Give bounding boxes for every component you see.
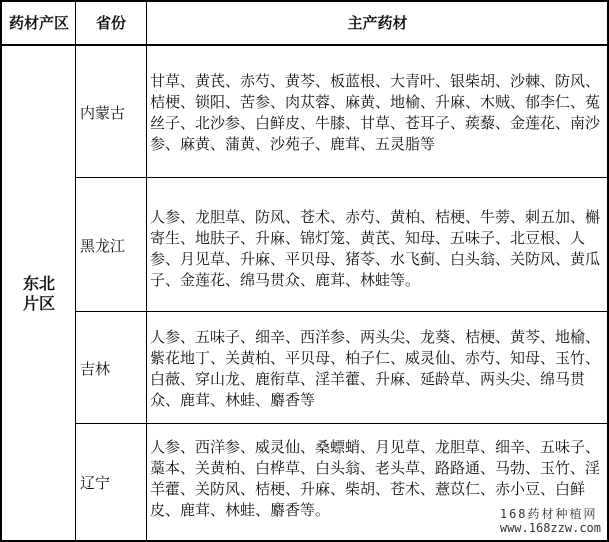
watermark-line2: www.168zzw.com <box>499 521 601 535</box>
site-watermark <box>498 506 603 536</box>
header-region: 药材产区 <box>8 13 69 32</box>
crops-liaoning: 人参、西洋参、威灵仙、桑螵蛸、月见草、龙胆草、细辛、五味子、藁本、关黄柏、白桦草、白头翁、老头草、路路通、马勃、玉竹、淫羊藿、关防风、桔梗、升麻、柴胡、苍术、薏苡仁、赤小豆、白鲜皮、鹿茸、林蛙、麝香等。 <box>150 438 601 519</box>
border-left <box>0 0 2 542</box>
crops-inner-mongolia: 甘草、黄芪、赤芍、黄芩、板蓝根、大青叶、银柴胡、沙棘、防风、桔梗、锁阳、苦参、肉苁蓉、麻黄、地榆、升麻、木贼、郁李仁、菟丝子、北沙参、白鲜皮、牛膝、甘草、苍耳子、蒺藜、金莲花、南沙参、麻黄、蒲黄、沙苑子、鹿茸、五灵脂等 <box>150 72 601 153</box>
region-name: 东北片区 <box>22 273 55 313</box>
row-divider-1 <box>75 177 609 178</box>
header-province: 省份 <box>95 13 126 32</box>
row-divider-2 <box>75 311 609 312</box>
region-cell <box>3 47 75 540</box>
province-inner-mongolia: 内蒙古 <box>80 103 126 122</box>
province-jilin: 吉林 <box>80 359 111 378</box>
watermark-line1: 168药材种植网 <box>499 507 598 521</box>
province-heilongjiang: 黑龙江 <box>80 236 126 255</box>
crops-heilongjiang: 人参、龙胆草、防风、苍术、赤芍、黄柏、桔梗、牛蒡、刺五加、槲寄生、地肤子、升麻、锦灯笼、黄芪、知母、五味子、北豆根、人参、月见草、升麻、平贝母、猪苓、水飞蓟、白头翁、关防风、黄瓜子、金莲花、绵马贯众、鹿茸、林蛙等。 <box>150 208 601 289</box>
header-divider <box>0 44 609 46</box>
border-top <box>0 0 609 2</box>
province-liaoning: 辽宁 <box>80 474 111 492</box>
col-divider-1 <box>75 0 76 542</box>
crops-jilin: 人参、五味子、细辛、西洋参、两头尖、龙葵、桔梗、黄芩、地榆、紫花地丁、关黄柏、平贝母、柏子仁、威灵仙、赤芍、知母、玉竹、白薇、穿山龙、鹿衔草、淫羊藿、升麻、延龄草、两头尖、绵马贯众、鹿茸、林蛙、麝香等 <box>150 328 601 409</box>
header-crops: 主产药材 <box>347 13 408 32</box>
row-divider-3 <box>75 423 609 424</box>
